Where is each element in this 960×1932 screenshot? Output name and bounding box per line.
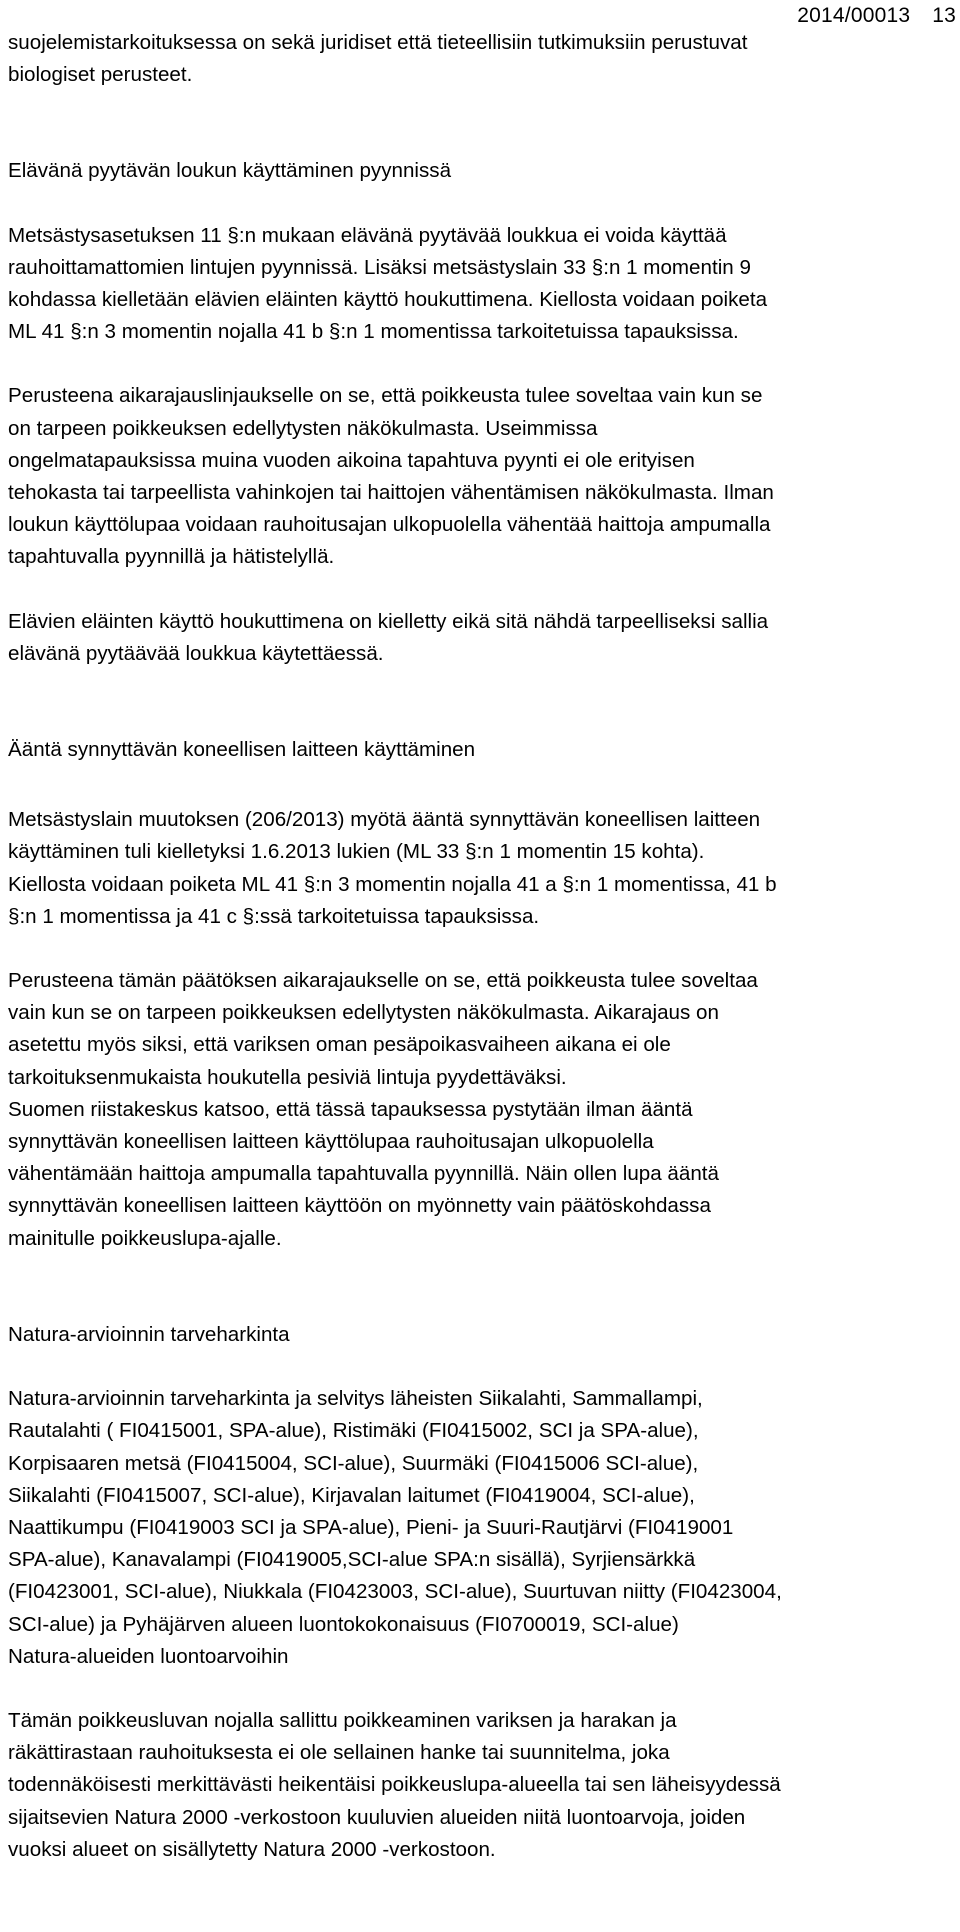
paragraph: Natura-arvioinnin tarveharkinta ja selvitys läheisten Siikalahti, Sammallampi, Rautalahti ( FI0415001, SPA-alue), Ristimäki (FI0415002, SCI ja SPA-alue), Korpisaaren metsä (FI0415004, SCI-alue), Suurmäki (FI0415006 SCI-alue), Siikalahti (FI0415007, SCI-alue), Kirjavalan laitumet (FI0419004, SCI-alue), Naattikumpu (FI0419003 SCI ja SPA-alue), Pieni- ja Suuri-Rautjärvi (FI0419001 SPA-alue), Kanavalampi (FI0419005,SCI-alue SPA:n sisällä), Syrjiensärkkä (FI0423001, SCI-alue), Niukkala (FI0423003, SCI-alue), Suurtuvan niitty (FI0423004, SCI-alue) ja Pyhäjärven alueen luontokokonaisuus (FI0700019, SCI-alue) Natura-alueiden luontoarvoihin — [8, 1387, 782, 1668]
paragraph: suojelemistarkoituksessa on sekä juridiset että tieteellisiin tutkimuksiin perustuvat biologiset perusteet. — [8, 31, 748, 87]
section-heading: Ääntä synnyttävän koneellisen laitteen käyttäminen — [8, 738, 476, 762]
paragraph: Metsästyslain muutoksen (206/2013) myötä ääntä synnyttävän koneellisen laitteen käyttäminen tuli kielletyksi 1.6.2013 lukien (ML 33 §:n 1 momentin 15 kohta). Kiellosta voidaan poiketa ML 41 §:n 3 momentin nojalla 41 a §:n 1 momentissa, 41 b §:n 1 momentissa ja 41 c §:ssä tarkoitetuissa tapauksissa. — [8, 808, 777, 928]
document-number: 2014/00013 — [797, 4, 911, 27]
paragraph: Metsästysasetuksen 11 §:n mukaan elävänä pyytävää loukkua ei voida käyttää rauhoittamattomien lintujen pyynnissä. Lisäksi metsästyslain 33 §:n 1 momentin 9 kohdassa kielletään elävien eläinten käyttö houkuttimena. Kiellosta voidaan poiketa ML 41 §:n 3 momentin nojalla 41 b §:n 1 momentissa tarkoitetuissa tapauksissa. — [8, 223, 768, 344]
page-header — [797, 4, 956, 28]
page-number: 13 — [932, 4, 956, 27]
paragraph: Perusteena aikarajauslinjaukselle on se, että poikkeusta tulee soveltaa vain kun se on tarpeen poikkeuksen edellytysten näkökulmasta. Useimmissa ongelmatapauksissa muina vuoden aikoina tapahtuva pyynti ei ole erityisen tehokasta tai tarpeellista vahinkojen tai haittojen vähentämisen näkökulmasta. Ilman loukun käyttölupaa voidaan rauhoitusajan ulkopuolella vähentää haittoja ampumalla tapahtuvalla pyynnillä ja hätistelyllä. — [8, 384, 774, 569]
section-heading: Natura-arvioinnin tarveharkinta — [8, 1322, 290, 1346]
document-body — [8, 27, 956, 1866]
paragraph: Elävien eläinten käyttö houkuttimena on kielletty eikä sitä nähdä tarpeelliseksi sallia elävänä pyytäävää loukkua käytettäessä. — [8, 609, 769, 665]
paragraph: Perusteena tämän päätöksen aikarajaukselle on se, että poikkeusta tulee soveltaa vain kun se on tarpeen poikkeuksen edellytysten näkökulmasta. Aikarajaus on asetettu myös siksi, että variksen oman pesäpoikasvaiheen aikana ei ole tarkoituksenmukaista houkutella pesiviä lintuja pyydettäväksi. Suomen riistakeskus katsoo, että tässä tapauksessa pystytään ilman ääntä synnyttävän koneellisen laitteen käyttölupaa rauhoitusajan ulkopuolella vähentämään haittoja ampumalla tapahtuvalla pyynnillä. Näin ollen lupa ääntä synnyttävän koneellisen laitteen käyttöön on myönnetty vain päätöskohdassa mainitulle poikkeuslupa-ajalle. — [8, 969, 758, 1250]
section-heading: Elävänä pyytävän loukun käyttäminen pyynnissä — [8, 159, 452, 183]
paragraph: Tämän poikkeusluvan nojalla sallittu poikkeaminen variksen ja harakan ja räkättirastaan rauhoituksesta ei ole sellainen hanke tai suunnitelma, joka todennäköisesti merkittävästi heikentäisi poikkeuslupa-alueella tai sen läheisyydessä sijaitsevien Natura 2000 -verkostoon kuuluvien alueiden niitä luontoarvoja, joiden vuoksi alueet on sisällytetty Natura 2000 -verkostoon. — [8, 1708, 781, 1861]
